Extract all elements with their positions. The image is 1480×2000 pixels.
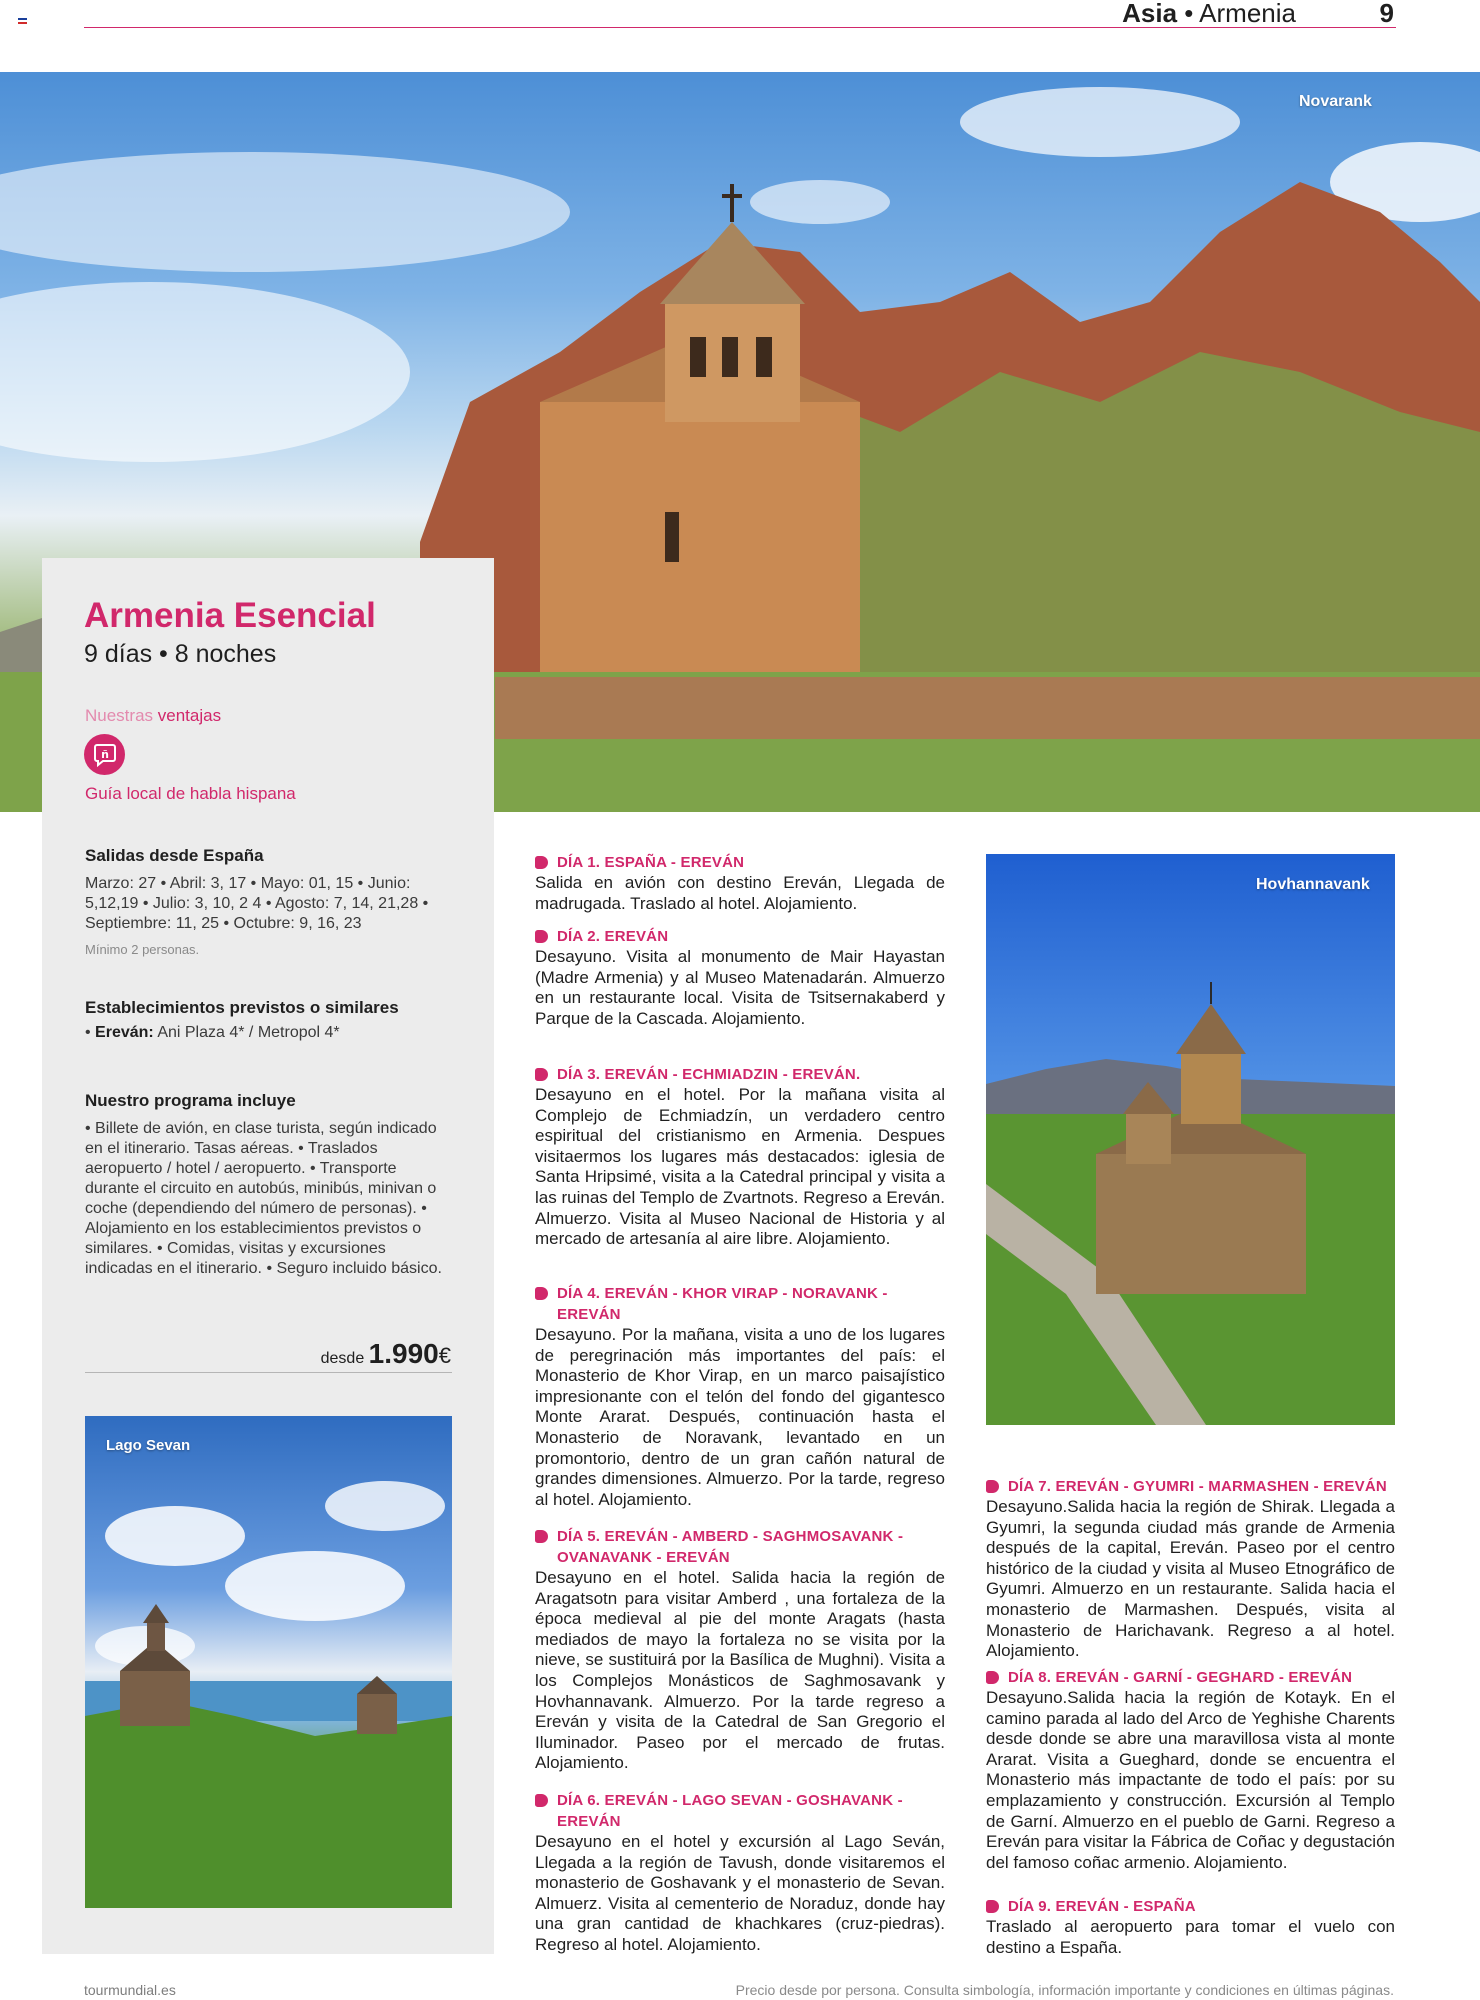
itinerary-day-5 [535,1526,945,1774]
day-text: Desayuno. Por la mañana, visita a uno de los lugares de peregrinación más importantes del país: el Monasterio de Khor Virap, en un marco paisajístico impresionante con el telón del fondo del gigantesco Monte Ararat. Después, continuación hasta el Monasterio de Noravank, levantado en un promontorio, dentro de un gran cañón natural de grandes dimensiones. Almuerzo. Por la tarde, regreso al hotel. Alojamiento. [535,1325,945,1509]
itinerary-day-9 [986,1896,1395,1958]
photo-hovhannavank [986,854,1395,1425]
hotels-heading: Establecimientos previstos o similares [85,998,399,1017]
includes-text: • Billete de avión, en clase turista, según indicado en el itinerario. Tasas aéreas. • Traslados aeropuerto / hotel / aeropuerto. • Transporte durante el circuito en autobús, minibús, minivan o coche (dependiendo del número de personas). • Alojamiento en los establecimientos previstos o similares. • Comidas, visitas y excursiones indicadas en el itinerario. • Seguro incluido básico. [85,1120,442,1277]
day-title: DÍA 3. EREVÁN - ECHMIADZIN - EREVÁN. [535,1064,945,1085]
lake-caption: Lago Sevan [106,1437,191,1454]
itinerary-day-6 [535,1790,945,1956]
day-title: DÍA 7. EREVÁN - GYUMRI - MARMASHEN - EREVÁN [986,1476,1395,1497]
spanish-guide-icon [84,734,125,775]
itinerary-day-1 [535,852,945,914]
section-title: Asia • Armenia [1122,0,1296,28]
itinerary-day-8 [986,1667,1395,1873]
day-text: Desayuno. Visita al monumento de Mair Hayastan (Madre Armenia) y al Museo Matenadarán. Almuerzo en un restaurante local. Visita de Tsitsernakaberd y Parque de la Cascada. Alojamiento. [535,947,945,1028]
day-title: DÍA 9. EREVÁN - ESPAÑA [986,1896,1395,1917]
advantage-text: Guía local de habla hispana [85,784,296,803]
trip-duration: 9 días • 8 noches [84,640,277,668]
language-flag-icon [18,18,27,24]
monastery-caption: Hovhannavank [1256,876,1370,893]
departures-dates: Marzo: 27 • Abril: 3, 17 • Mayo: 01, 15 • Junio: 5,12,19 • Julio: 3, 10, 2 4 • Agosto: 7, 14, 21,28 • Septiembre: 11, 25 • Octubre: 9, 16, 23 [85,875,429,932]
hero-caption: Novarank [1299,93,1372,110]
day-text: Desayuno en el hotel. Por la mañana visita al Complejo de Echmiadzín, un verdadero centro espiritual del cristianismo en Armenia. Despues visitaermos los lugares más destacados: iglesia de Santa Hripsimé, visita a la Catedral principal y visita a las ruinas del Templo de Zvartnots. Regreso a Ereván. Almuerzo. Visita al Museo Nacional de Historia y al mercado de artesanía al aire libre. Alojamiento. [535,1085,945,1249]
departures-heading: Salidas desde España [85,846,264,865]
day-title: DÍA 1. ESPAÑA - EREVÁN [535,852,945,873]
advantages-label: Nuestras ventajas [85,706,222,725]
day-title: DÍA 6. EREVÁN - LAGO SEVAN - GOSHAVANK - EREVÁN [535,1790,945,1832]
footer-site-link[interactable]: tourmundial.es [84,1982,176,1998]
itinerary-day-2 [535,926,945,1029]
itinerary-day-7 [986,1476,1395,1662]
day-text: Desayuno en el hotel. Salida hacia la región de Aragatsotn para visitar Amberd , una fortaleza de la época medieval al pie del monte Aragats (hasta mediados de mayo la fortaleza no se visita por la nieve, se sustituirá por la Basílica de Mughni). Visita a los Complejos Monásticos de Saghmosavank y Hovhannavank. Almuerzo. Por la tarde regreso a Ereván y visita de la Catedral de San Gregorio el Iluminador. Paseo por el mercado de frutas. Alojamiento. [535,1568,945,1773]
svg-text:ñ: ñ [100,747,109,761]
hotels-line: • Ereván: Ani Plaza 4* / Metropol 4* [85,1024,340,1041]
day-text: Desayuno.Salida hacia la región de Kotayk. En el camino parada al lado del Arco de Yeghishe Charents desde donde se abre una maravillosa vista al monte Ararat. Visita a Gueghard, donde se encuentra el Monasterio más impactante de todo el país: por su emplazamiento y construcción. Excursión al Templo de Garní. Almuerzo en el pueblo de Garni. Regreso a Ereván para visitar la Fábrica de Coñac y degustación del famoso coñac armenio. Alojamiento. [986,1688,1395,1872]
day-text: Traslado al aeropuerto para tomar el vuelo con destino a España. [986,1917,1395,1957]
price-divider [85,1372,452,1373]
photo-lago-sevan [85,1416,452,1908]
itinerary-day-3 [535,1064,945,1250]
trip-title: Armenia Esencial [84,596,376,635]
day-text: Desayuno en el hotel y excursión al Lago Seván, Llegada a la región de Tavush, donde visitaremos el monasterio de Goshavank y el monasterio de Sevan. Almuerz. Visita al cementerio de Noraduz, donde hay una gran cantidad de khachkares (cruz-piedras). Regreso al hotel. Alojamiento. [535,1832,945,1954]
includes-heading: Nuestro programa incluye [85,1091,296,1110]
page-number: 9 [1379,0,1394,28]
itinerary-day-4 [535,1283,945,1510]
day-title: DÍA 5. EREVÁN - AMBERD - SAGHMOSAVANK - OVANAVANK - EREVÁN [535,1526,945,1568]
footer-note: Precio desde por persona. Consulta simbología, información importante y condiciones en últimas páginas. [735,1982,1394,1998]
day-text: Salida en avión con destino Ereván, Llegada de madrugada. Traslado al hotel. Alojamiento. [535,873,945,913]
day-title: DÍA 8. EREVÁN - GARNÍ - GEGHARD - EREVÁN [986,1667,1395,1688]
day-title: DÍA 4. EREVÁN - KHOR VIRAP - NORAVANK - EREVÁN [535,1283,945,1325]
day-title: DÍA 2. EREVÁN [535,926,945,947]
price-from: desde 1.990€ [320,1338,451,1369]
day-text: Desayuno.Salida hacia la región de Shirak. Llegada a Gyumri, la segunda ciudad más grande de Armenia después de la capital, Ereván. Paseo por el centro histórico de la ciudad y visita al Museo Etnográfico de Gyumri. Almuerzo en un restaurante. Salida hacia el monasterio de Marmashen. Después, visita al Monasterio de Harichavank. Regreso a al hotel. Alojamiento. [986,1497,1395,1661]
departures-minimum: Mínimo 2 personas. [85,942,200,957]
